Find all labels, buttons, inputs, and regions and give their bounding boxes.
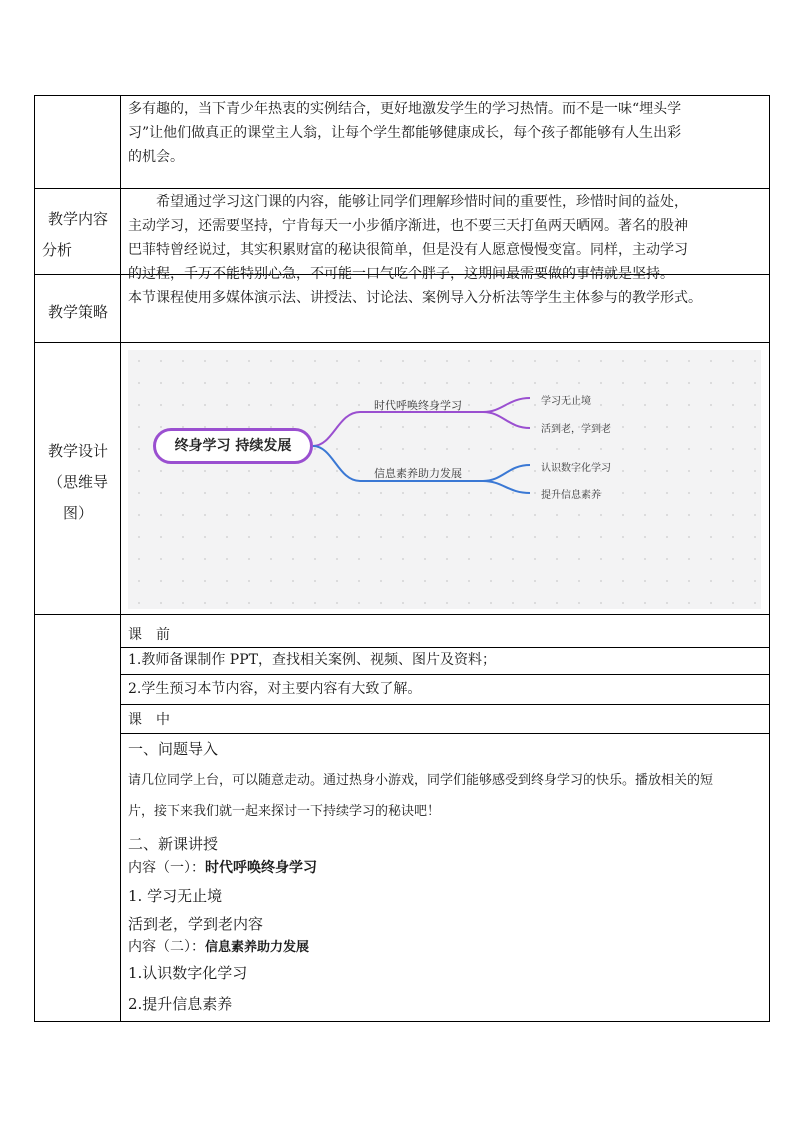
row1-paragraph xyxy=(128,97,764,169)
mind-map-leaf: 认识数字化学习 xyxy=(541,463,611,474)
mind-map-leaf: 提升信息素养 xyxy=(541,490,601,501)
during-class-title: 课 中 xyxy=(128,712,170,728)
row-divider xyxy=(34,342,770,343)
content-analysis-label xyxy=(36,204,120,266)
content-analysis-paragraph xyxy=(128,190,764,286)
strategy-text: 本节课程使用多媒体演示法、讲授法、讨论法、案例导入分析法等学生主体参与的教学形式。 xyxy=(128,290,702,306)
design-label xyxy=(36,436,120,529)
text-line: 多有趣的，当下青少年热衷的实例结合，更好地激发学生的学习热情。而不是一味“埋头学 xyxy=(128,101,682,117)
table-border-bottom xyxy=(34,1021,770,1022)
content-prefix: 内容（二）： xyxy=(128,939,205,955)
row-divider xyxy=(34,614,770,615)
content-title: 信息素养助力发展 xyxy=(205,940,310,955)
section-title: 一、问题导入 xyxy=(128,740,219,758)
mind-map-root-node: 终身学习 持续发展 xyxy=(153,428,313,464)
mind-map-leaf: 活到老，学到老 xyxy=(541,424,611,435)
strategy-label: 教学策略 xyxy=(47,303,108,321)
inner-row-divider xyxy=(120,733,770,734)
content-item-body: 活到老，学到老内容 xyxy=(128,915,264,933)
section-title: 二、新课讲授 xyxy=(128,835,219,853)
label-line: （思维导 xyxy=(47,473,108,491)
table-border-top xyxy=(34,95,770,96)
label-line: 分析 xyxy=(42,241,73,259)
content-item: 1. 学习无止境 xyxy=(128,887,223,905)
table-border-right xyxy=(769,95,770,1022)
label-line: 图） xyxy=(62,504,93,522)
inner-row-divider xyxy=(120,674,770,675)
before-class-title: 课 前 xyxy=(128,627,170,643)
inner-row-divider xyxy=(120,704,770,705)
text-line: 主动学习，还需要坚持，宁肯每天一小步循序渐进，也不要三天打鱼两天晒网。著名的股神 xyxy=(128,218,688,234)
content-title: 时代呼唤终身学习 xyxy=(205,860,317,876)
mind-map-leaf: 学习无止境 xyxy=(541,396,591,407)
label-line: 教学设计 xyxy=(47,442,108,460)
label-line: 教学内容 xyxy=(47,210,108,228)
mind-map-branch1: 时代呼唤终身学习 xyxy=(374,399,462,412)
text-line: 巴菲特曾经说过，其实积累财富的秘诀很简单，但是没有人愿意慢慢变富。同样，主动学习 xyxy=(128,242,688,258)
content-heading xyxy=(128,856,317,880)
before-class-item: 1.教师备课制作 PPT，查找相关案例、视频、图片及资料； xyxy=(128,652,496,668)
content-heading xyxy=(128,935,309,960)
content-prefix: 内容（一）： xyxy=(128,860,205,876)
text-line: 希望通过学习这门课的内容，能够让同学们理解珍惜时间的重要性，珍惜时间的益处， xyxy=(128,194,688,210)
text-line: 的机会。 xyxy=(128,149,184,165)
content-item: 1.认识数字化学习 xyxy=(128,964,248,982)
content-item: 2.提升信息素养 xyxy=(128,995,233,1013)
table-column-divider xyxy=(120,95,121,1022)
mind-map xyxy=(128,350,761,609)
text-line: 习”让他们做真正的课堂主人翁，让每个学生都能够健康成长，每个孩子都能够有人生出彩 xyxy=(128,125,682,141)
text-line: 的过程，千万不能特别心急，不可能一口气吃个胖子，这期间最需要做的事情就是坚持。 xyxy=(128,266,674,282)
section-paragraph-line: 片，接下来我们就一起来探讨一下持续学习的秘诀吧！ xyxy=(128,804,441,819)
table-border-left xyxy=(34,95,35,1022)
before-class-item: 2.学生预习本节内容，对主要内容有大致了解。 xyxy=(128,681,422,697)
mind-map-branch2: 信息素养助力发展 xyxy=(374,467,462,480)
row-divider xyxy=(34,188,770,189)
section-paragraph-line: 请几位同学上台，可以随意走动。通过热身小游戏，同学们能够感受到终身学习的快乐。播放相关的短 xyxy=(128,773,714,788)
